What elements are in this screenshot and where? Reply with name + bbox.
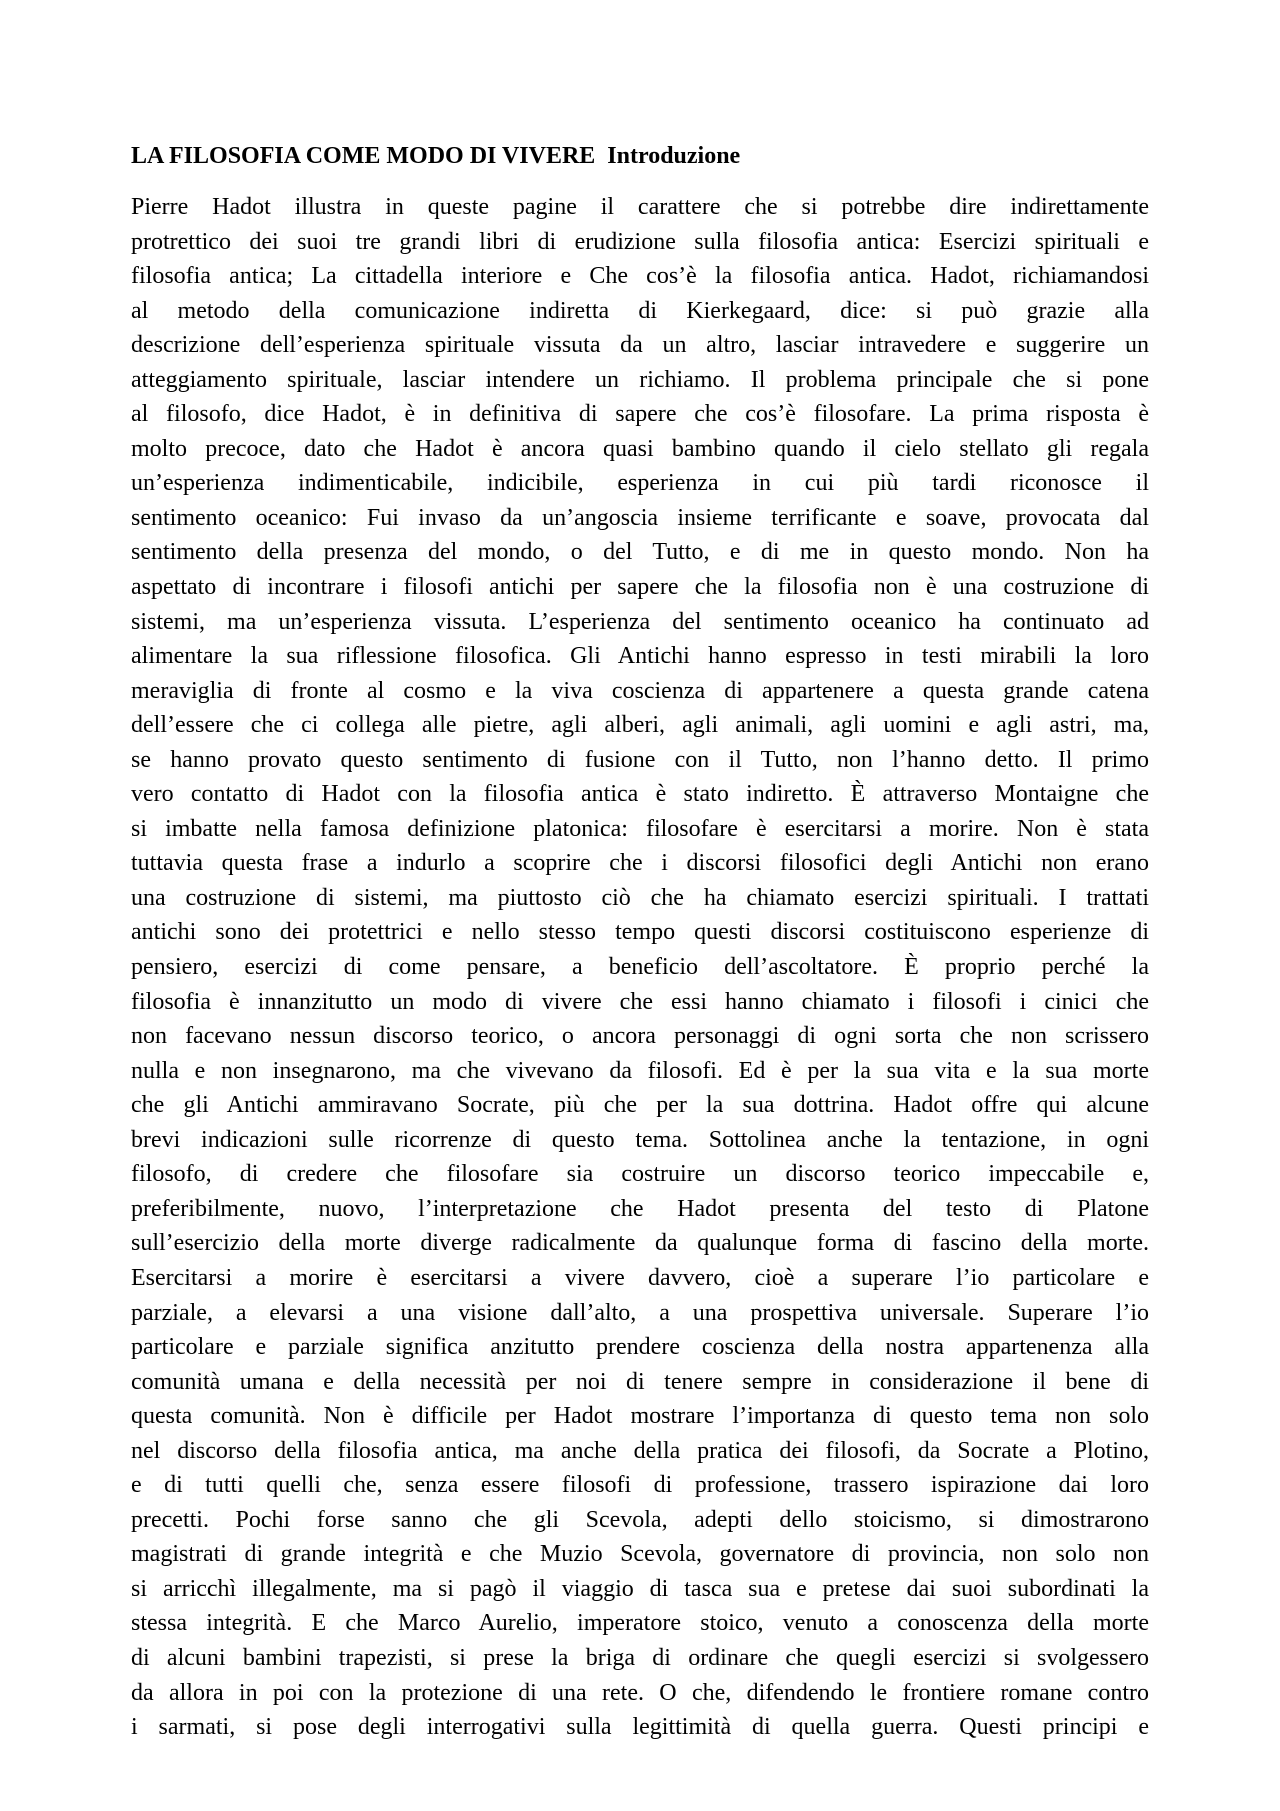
- text-line: se hanno provato questo sentimento di fusione con il Tutto, non l’hanno detto. Il primo: [131, 746, 1149, 773]
- text-line: aspettato di incontrare i filosofi antichi per sapere che la filosofia non è una costruzione di: [131, 574, 1149, 601]
- text-line: molto precoce, dato che Hadot è ancora quasi bambino quando il cielo stellato gli regala: [131, 435, 1149, 462]
- document-subtitle: Introduzione: [607, 143, 741, 169]
- text-line: atteggiamento spirituale, lasciar intendere un richiamo. Il problema principale che si pone: [131, 366, 1149, 393]
- text-line: di alcuni bambini trapezisti, si prese la briga di ordinare che quegli esercizi si svolgessero: [131, 1644, 1149, 1671]
- text-line: i sarmati, si pose degli interrogativi sulla legittimità di quella guerra. Questi principi e: [131, 1714, 1149, 1741]
- text-line: questa comunità. Non è difficile per Hadot mostrare l’importanza di questo tema non solo: [131, 1403, 1149, 1430]
- text-line: sentimento oceanico: Fui invaso da un’angoscia insieme terrificante e soave, provocata dal: [131, 504, 1149, 531]
- text-line: nulla e non insegnarono, ma che vivevano da filosofi. Ed è per la sua vita e la sua morte: [131, 1057, 1149, 1084]
- text-line: una costruzione di sistemi, ma piuttosto ciò che ha chiamato esercizi spirituali. I trattati: [131, 884, 1149, 911]
- text-line: sistemi, ma un’esperienza vissuta. L’esperienza del sentimento oceanico ha continuato ad: [131, 608, 1149, 635]
- text-line: filosofia antica; La cittadella interiore e Che cos’è la filosofia antica. Hadot, richiamandosi: [131, 263, 1149, 290]
- text-line: particolare e parziale significa anzitutto prendere coscienza della nostra appartenenza alla: [131, 1334, 1149, 1361]
- body-paragraph: [131, 190, 1149, 1745]
- text-line: meraviglia di fronte al cosmo e la viva coscienza di appartenere a questa grande catena: [131, 677, 1149, 704]
- text-line: e di tutti quelli che, senza essere filosofi di professione, trassero ispirazione dai loro: [131, 1472, 1149, 1499]
- text-line: nel discorso della filosofia antica, ma anche della pratica dei filosofi, da Socrate a Plotino,: [131, 1437, 1149, 1464]
- text-line: filosofia è innanzitutto un modo di vivere che essi hanno chiamato i filosofi i cinici che: [131, 988, 1149, 1015]
- text-line: da allora in poi con la protezione di una rete. O che, difendendo le frontiere romane contro: [131, 1679, 1149, 1706]
- text-line: si imbatte nella famosa definizione platonica: filosofare è esercitarsi a morire. Non è stata: [131, 815, 1149, 842]
- text-line: sull’esercizio della morte diverge radicalmente da qualunque forma di fascino della morte.: [131, 1230, 1149, 1257]
- text-line: pensiero, esercizi di come pensare, a beneficio dell’ascoltatore. È proprio perché la: [131, 954, 1149, 981]
- text-line: filosofo, di credere che filosofare sia costruire un discorso teorico impeccabile e,: [131, 1161, 1149, 1188]
- text-line: vero contatto di Hadot con la filosofia antica è stato indiretto. È attraverso Montaigne che: [131, 781, 1149, 808]
- text-line: dell’essere che ci collega alle pietre, agli alberi, agli animali, agli uomini e agli astri, ma,: [131, 712, 1149, 739]
- text-line: al filosofo, dice Hadot, è in definitiva di sapere che cos’è filosofare. La prima risposta è: [131, 401, 1149, 428]
- text-line: si arricchì illegalmente, ma si pagò il viaggio di tasca sua e pretese dai suoi subordinati la: [131, 1575, 1149, 1602]
- text-line: antichi sono dei protettrici e nello stesso tempo questi discorsi costituiscono esperienze di: [131, 919, 1149, 946]
- text-line: alimentare la sua riflessione filosofica. Gli Antichi hanno espresso in testi mirabili la loro: [131, 643, 1149, 670]
- text-line: brevi indicazioni sulle ricorrenze di questo tema. Sottolinea anche la tentazione, in ogni: [131, 1126, 1149, 1153]
- text-line: descrizione dell’esperienza spirituale vissuta da un altro, lasciar intravedere e suggerire un: [131, 332, 1149, 359]
- text-line: un’esperienza indimenticabile, indicibile, esperienza in cui più tardi riconosce il: [131, 470, 1149, 497]
- text-line: Pierre Hadot illustra in queste pagine il carattere che si potrebbe dire indirettamente: [131, 194, 1149, 220]
- page-title: [131, 140, 740, 172]
- text-line: tuttavia questa frase a indurlo a scoprire che i discorsi filosofici degli Antichi non erano: [131, 850, 1149, 877]
- text-line: Esercitarsi a morire è esercitarsi a vivere davvero, cioè a superare l’io particolare e: [131, 1264, 1149, 1291]
- text-line: non facevano nessun discorso teorico, o ancora personaggi di ogni sorta che non scrissero: [131, 1023, 1149, 1050]
- text-line: sentimento della presenza del mondo, o del Tutto, e di me in questo mondo. Non ha: [131, 539, 1149, 566]
- text-line: che gli Antichi ammiravano Socrate, più che per la sua dottrina. Hadot offre qui alcune: [131, 1092, 1149, 1119]
- text-line: parziale, a elevarsi a una visione dall’alto, a una prospettiva universale. Superare l’io: [131, 1299, 1149, 1326]
- document-title: LA FILOSOFIA COME MODO DI VIVERE: [131, 143, 596, 169]
- text-line: magistrati di grande integrità e che Muzio Scevola, governatore di provincia, non solo non: [131, 1541, 1149, 1568]
- text-line: al metodo della comunicazione indiretta di Kierkegaard, dice: si può grazie alla: [131, 297, 1149, 324]
- text-line: precetti. Pochi forse sanno che gli Scevola, adepti dello stoicismo, si dimostrarono: [131, 1506, 1149, 1533]
- text-line: preferibilmente, nuovo, l’interpretazione che Hadot presenta del testo di Platone: [131, 1195, 1149, 1222]
- text-line: protrettico dei suoi tre grandi libri di erudizione sulla filosofia antica: Esercizi spirituali e: [131, 228, 1149, 255]
- text-line: stessa integrità. E che Marco Aurelio, imperatore stoico, venuto a conoscenza della morte: [131, 1610, 1149, 1637]
- text-line: comunità umana e della necessità per noi di tenere sempre in considerazione il bene di: [131, 1368, 1149, 1395]
